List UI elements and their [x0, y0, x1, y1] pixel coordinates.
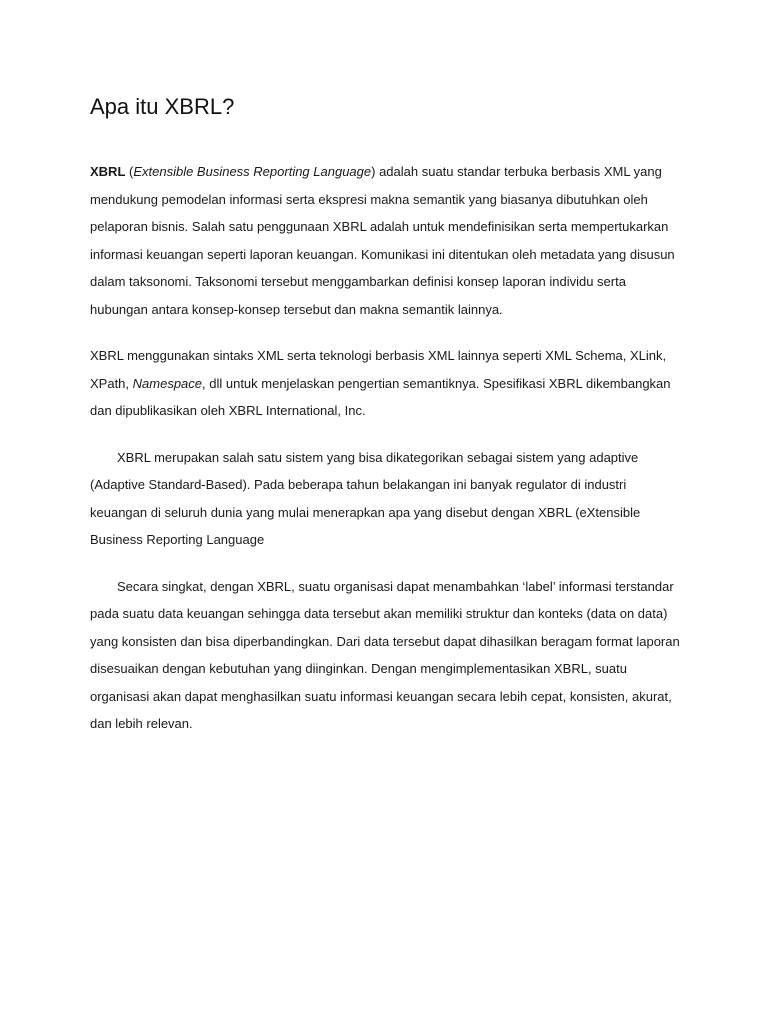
paragraph-summary: Secara singkat, dengan XBRL, suatu organisasi dapat menambahkan ‘label’ informasi terstandar pada suatu data keuangan sehingga data tersebut akan memiliki struktur dan konteks (data on data) yang konsisten dan bisa diperbandingkan. Dari data tersebut dapat dihasilkan beragam format laporan disesuaikan dengan kebutuhan yang diinginkan. Dengan mengimplementasikan XBRL, suatu organisasi akan dapat menghasilkan suatu informasi keuangan secara lebih cepat, konsisten, akurat, dan lebih relevan. [90, 578, 680, 731]
syntax-text-end: , dll untuk menjelaskan pengertian semantiknya. Spesifikasi XBRL dikembangkan dan dipublikasikan oleh XBRL International, Inc. [90, 375, 671, 418]
syntax-text-start: XBRL menggunakan sintaks XML serta teknologi berbasis XML lainnya seperti XML Schema, XLink, XPath, [90, 348, 667, 391]
paragraph-adaptive: XBRL merupakan salah satu sistem yang bisa dikategorikan sebagai sistem yang adaptive (Adaptive Standard-Based). Pada beberapa tahun belakangan ini banyak regulator di industri keuangan di seluruh dunia yang mulai menerapkan apa yang disebut dengan XBRL (eXtensible Business Reporting Language [90, 449, 641, 547]
term-xbrl: XBRL [90, 164, 126, 179]
page-title: Apa itu XBRL? [90, 94, 235, 119]
document-body [90, 92, 684, 754]
open-paren: ( [125, 164, 134, 179]
term-expansion: Extensible Business Reporting Language [133, 164, 372, 179]
paragraph-definition [90, 158, 684, 323]
namespace-term: Namespace [132, 375, 203, 391]
paragraph-syntax [90, 342, 684, 425]
definition-text: ) adalah suatu standar terbuka berbasis XML yang mendukung pemodelan informasi serta ekspresi makna semantik yang biasanya dibutuhkan oleh pelaporan bisnis. Salah satu penggunaan XBRL adalah untuk mendefinisikan serta mempertukarkan informasi keuangan seperti laporan keuangan. Komunikasi ini ditentukan oleh metadata yang disusun dalam taksonomi. Taksonomi tersebut menggambarkan definisi konsep laporan individu serta hubungan antara konsep-konsep tersebut dan makna semantik lainnya. [90, 164, 675, 317]
